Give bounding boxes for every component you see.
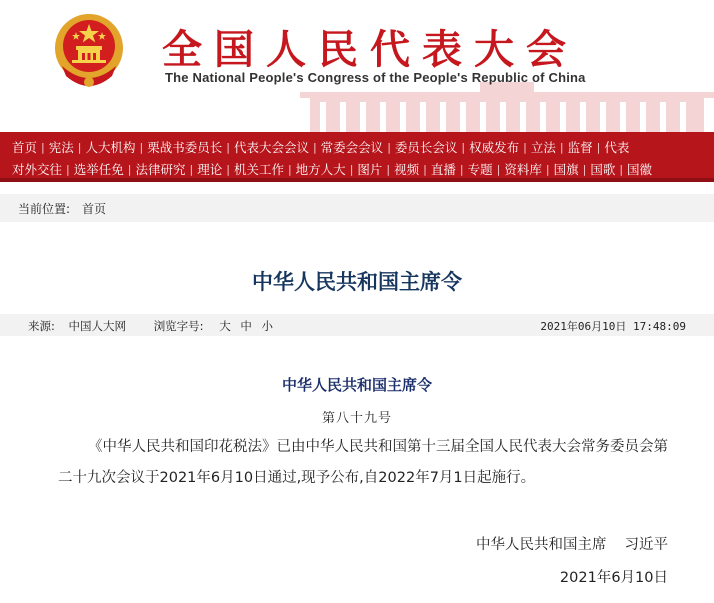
national-emblem-icon — [52, 10, 126, 94]
site-title-cn: 全国人民代表大会 — [162, 26, 578, 73]
nav-item-chairman[interactable]: 栗战书委员长 — [147, 140, 223, 155]
nav-item-standing-committee[interactable]: 常委会会议 — [320, 140, 384, 155]
nav-separator: | — [41, 140, 45, 154]
font-size-medium-button[interactable]: 中 — [240, 319, 252, 333]
nav-item-national-emblem[interactable]: 国徽 — [627, 162, 653, 177]
nav-separator: | — [287, 162, 292, 176]
breadcrumb — [0, 194, 714, 222]
nav-separator: | — [66, 162, 70, 176]
source-label: 来源: — [28, 319, 55, 333]
article-body: 《中华人民共和国印花税法》已由中华人民共和国第十三届全国人民代表大会常务委员会第二十九次会议于2021年6月10日通过,现予公布,自2022年7月1日起施行。 — [58, 439, 668, 486]
nav-separator: | — [189, 162, 194, 176]
nav-separator: | — [387, 140, 391, 154]
nav-row-2 — [12, 158, 652, 180]
nav-item-topics[interactable]: 专题 — [467, 162, 493, 177]
nav-item-local-congress[interactable]: 地方人大 — [295, 162, 346, 177]
nav-separator: | — [523, 140, 527, 154]
nav-item-legislation[interactable]: 立法 — [530, 140, 556, 155]
nav-item-constitution[interactable]: 宪法 — [48, 140, 74, 155]
nav-item-home[interactable]: 首页 — [12, 140, 38, 155]
nav-separator: | — [386, 162, 391, 176]
nav-separator: | — [226, 140, 230, 154]
nav-separator: | — [312, 140, 317, 154]
nav-separator: | — [545, 162, 550, 176]
font-size-small-button[interactable]: 小 — [261, 319, 274, 333]
nav-item-law-research[interactable]: 法律研究 — [135, 162, 186, 177]
breadcrumb-label: 当前位置: — [18, 201, 71, 216]
nav-item-videos[interactable]: 视频 — [394, 162, 420, 177]
publish-datetime: 2021年06月10日 17:48:09 — [540, 320, 686, 333]
source-value: 中国人大网 — [68, 319, 127, 333]
article-title: 中华人民共和国主席令 — [252, 270, 462, 294]
nav-item-database[interactable]: 资料库 — [504, 162, 542, 177]
nav-item-supervision[interactable]: 监督 — [567, 140, 593, 155]
nav-item-elections[interactable]: 选举任免 — [73, 162, 124, 177]
nav-item-agency-work[interactable]: 机关工作 — [233, 162, 284, 177]
nav-item-theory[interactable]: 理论 — [197, 162, 223, 177]
nav-item-foreign-affairs[interactable]: 对外交往 — [12, 162, 63, 177]
nav-separator: | — [423, 162, 427, 176]
nav-separator: | — [459, 162, 464, 176]
nav-separator: | — [559, 140, 564, 154]
signature — [476, 533, 668, 554]
nav-separator: | — [139, 140, 144, 154]
nav-separator: | — [349, 162, 354, 176]
nav-separator: | — [582, 162, 587, 176]
great-hall-building-icon — [300, 78, 714, 132]
signature-title: 中华人民共和国主席 — [476, 537, 607, 553]
nav-item-chairpersons-council[interactable]: 委员长会议 — [394, 140, 458, 155]
nav-item-pictures[interactable]: 图片 — [357, 162, 383, 177]
article-meta-left — [28, 318, 275, 334]
nav-separator: | — [226, 162, 230, 176]
nav-separator: | — [461, 140, 466, 154]
main-nav — [0, 132, 714, 182]
nav-separator: | — [77, 140, 82, 154]
nav-item-national-anthem[interactable]: 国歌 — [590, 162, 616, 177]
article-meta-bar — [0, 314, 714, 336]
font-size-label: 浏览字号: — [153, 319, 204, 333]
breadcrumb-home-link[interactable]: 首页 — [82, 201, 107, 216]
nav-separator: | — [596, 140, 601, 154]
nav-separator: | — [127, 162, 132, 176]
nav-separator: | — [496, 162, 501, 176]
nav-item-npc-organs[interactable]: 人大机构 — [85, 140, 136, 155]
order-number: 第八十九号 — [321, 411, 392, 426]
order-title: 中华人民共和国主席令 — [281, 376, 432, 394]
site-header — [0, 0, 714, 132]
site-title-en: The National People's Congress of the People's Republic of China — [165, 70, 586, 85]
nav-item-congress-sessions[interactable]: 代表大会会议 — [233, 140, 309, 155]
nav-item-national-flag[interactable]: 国旗 — [553, 162, 579, 177]
nav-item-deputies[interactable]: 代表 — [604, 140, 630, 155]
nav-item-live[interactable]: 直播 — [430, 162, 456, 177]
nav-item-official-releases[interactable]: 权威发布 — [469, 140, 520, 155]
signature-name: 习近平 — [624, 537, 668, 553]
nav-separator: | — [619, 162, 624, 176]
font-size-large-button[interactable]: 大 — [219, 319, 231, 333]
sign-date: 2021年6月10日 — [559, 570, 668, 586]
nav-row-1 — [12, 136, 629, 158]
